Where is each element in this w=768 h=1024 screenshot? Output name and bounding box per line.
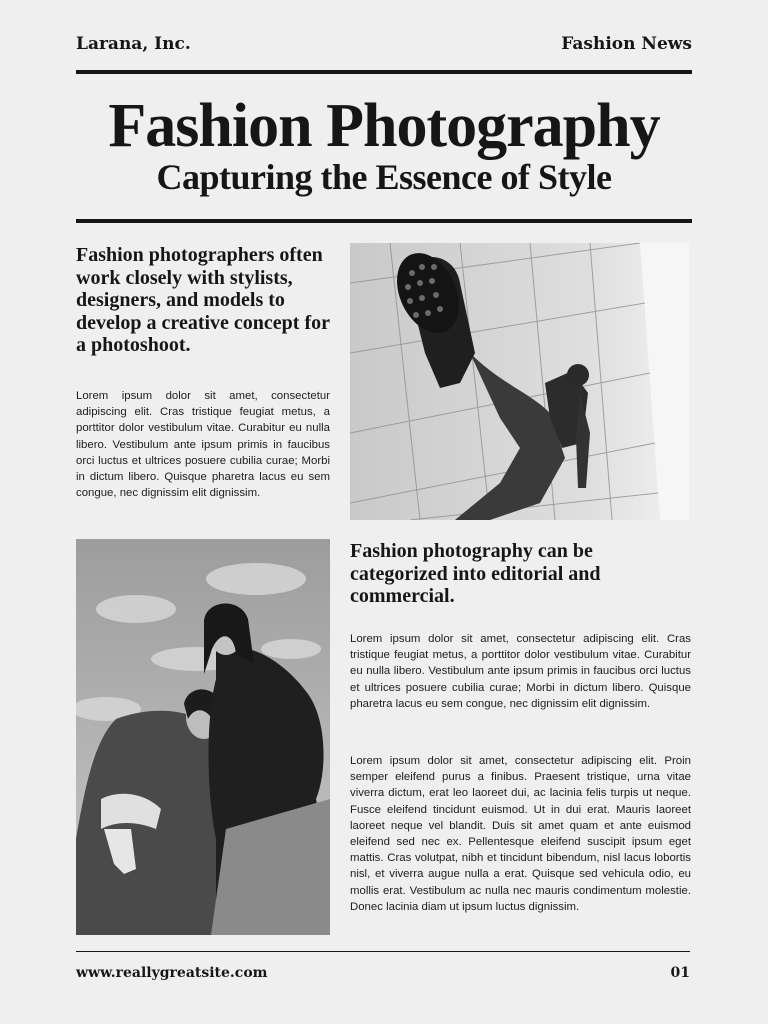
top-rule (76, 70, 692, 74)
two-models-photo (76, 539, 330, 935)
page-subtitle: Capturing the Essence of Style (156, 157, 612, 197)
masthead-rule (76, 219, 692, 223)
body-paragraph-2: Lorem ipsum dolor sit amet, consectetur adipiscing elit. Cras tristique feugiat metus, a porttitor dolor vestibulum vitae. Curabitur eu nulla libero. Vestibulum ante ipsum primis in faucibus orci luctus et ultrices posuere cubilia curae; Morbi in dictum libero. Quisque pharetra lacus eu sem congue, nec dignissim elit dignissim. (350, 633, 691, 710)
page-title: Fashion Photography (108, 92, 660, 160)
company-name: Larana, Inc. (76, 34, 191, 54)
page-number: 01 (670, 965, 690, 981)
lead-heading: Fashion photographers often work closely with stylists, designers, and models to develop a creative concept for a photoshoot. (76, 244, 330, 356)
footer-rule (76, 951, 690, 952)
section-heading: Fashion photography can be categorized into editorial and commercial. (350, 540, 601, 607)
body-paragraph-3: Lorem ipsum dolor sit amet, consectetur adipiscing elit. Proin semper eleifend purus a finibus. Praesent tristique, urna vitae viverra dictum, erat leo laoreet dui, ac lacinia felis turpis ut neque. Fusce eleifend tincidunt euismod. Ut in dui erat. Mauris laoreet laoreet neque vel blandit. Duis sit amet quam et ante euismod eleifend sed nec ex. Pellentesque eleifend suscipit ipsum eget mattis. Cras volutpat, nibh et tincidunt bibendum, nisl lacus lobortis nisl, et viverra augue nulla a erat. Quisque sed vehicula odio, eu mollis erat. Vestibulum ac nulla nec mauris condimentum molestie. Donec lacinia diam ut ipsum luctus dignissim. (350, 755, 691, 913)
body-paragraph-1: Lorem ipsum dolor sit amet, consectetur adipiscing elit. Cras tristique feugiat metus, a porttitor dolor vestibulum vitae. Curabitur eu nulla libero. Vestibulum ante ipsum primis in faucibus orci luctus et ultrices posuere cubilia curae; Morbi in dictum libero. Quisque pharetra lacus eu sem congue, nec dignissim elit dignissim. (76, 390, 330, 500)
section-label: Fashion News (561, 34, 692, 54)
kicking-model-photo (350, 243, 689, 520)
website-link[interactable]: www.reallygreatsite.com (76, 965, 268, 981)
